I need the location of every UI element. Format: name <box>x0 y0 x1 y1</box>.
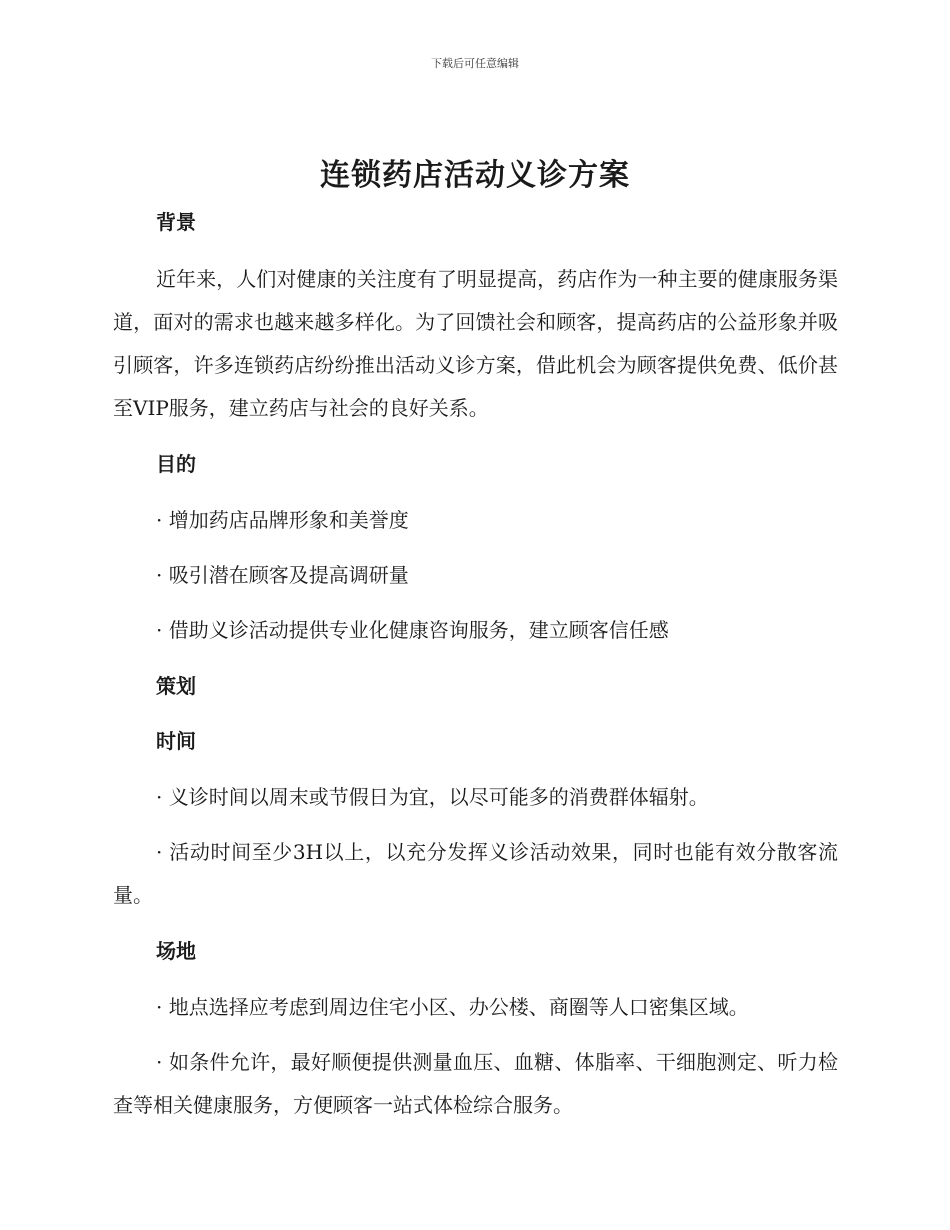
document-body <box>113 200 838 1127</box>
purpose-item: · 增加药店品牌形象和美誉度 <box>156 508 409 532</box>
background-paragraph: 近年来，人们对健康的关注度有了明显提高，药店作为一种主要的健康服务渠道，面对的需求也越来越多样化。为了回馈社会和顾客，提高药店的公益形象并吸引顾客，许多连锁药店纷纷推出活动义诊方案，借此机会为顾客提供免费、低价甚至VIP服务，建立药店与社会的良好关系。 <box>113 267 838 420</box>
time-item: · 义诊时间以周末或节假日为宜，以尽可能多的消费群体辐射。 <box>156 785 709 809</box>
section-heading-background: 背景 <box>156 210 196 234</box>
time-item: · 活动时间至少3H以上，以充分发挥义诊活动效果，同时也能有效分散客流量。 <box>113 840 838 907</box>
venue-item: · 如条件允许，最好顺便提供测量血压、血糖、体脂率、干细胞测定、听力检查等相关健康服务，方便顾客一站式体检综合服务。 <box>113 1050 838 1117</box>
document-title: 连锁药店活动义诊方案 <box>320 158 630 193</box>
section-heading-time: 时间 <box>156 729 196 753</box>
section-heading-planning: 策划 <box>156 674 196 698</box>
purpose-item: · 借助义诊活动提供专业化健康咨询服务，建立顾客信任感 <box>156 618 669 642</box>
section-heading-purpose: 目的 <box>156 452 196 476</box>
header-note: 下载后可任意编辑 <box>431 57 519 70</box>
section-heading-venue: 场地 <box>156 939 196 963</box>
venue-item: · 地点选择应考虑到周边住宅小区、办公楼、商圈等人口密集区域。 <box>156 995 749 1019</box>
purpose-item: · 吸引潜在顾客及提高调研量 <box>156 563 409 587</box>
